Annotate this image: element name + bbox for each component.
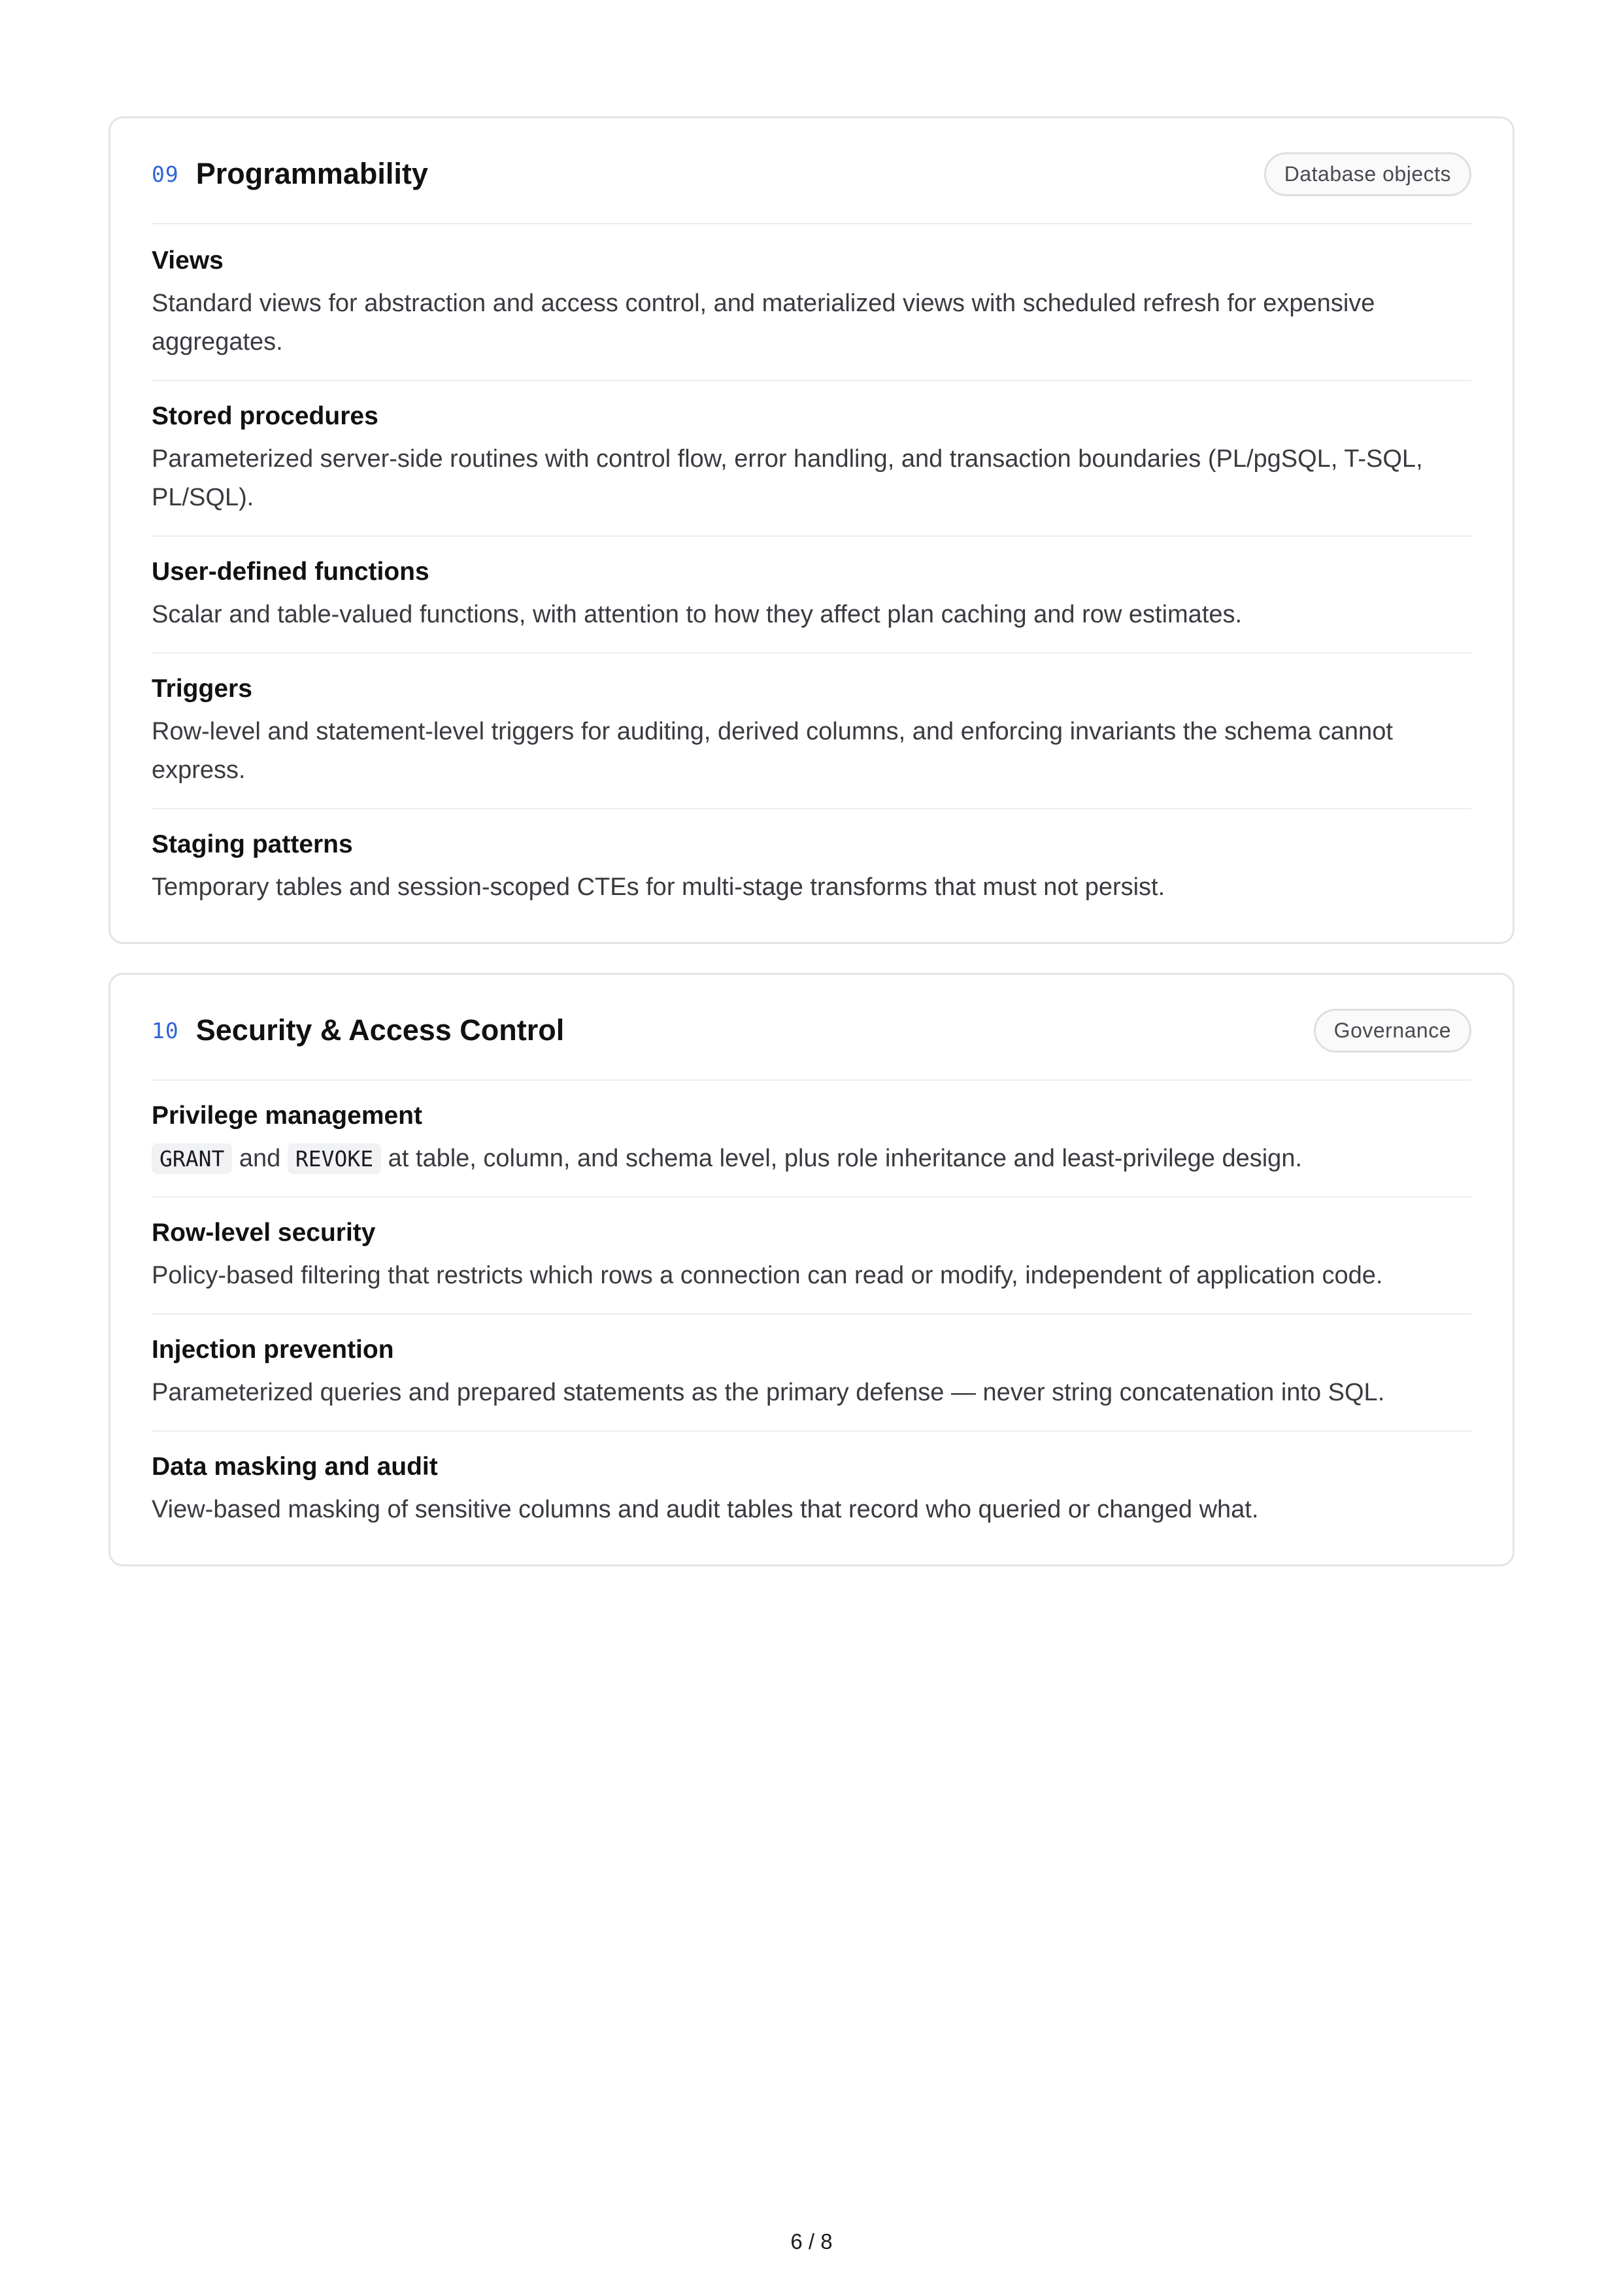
item-title: Injection prevention <box>152 1336 394 1364</box>
list-item <box>152 809 1471 925</box>
section-heading <box>152 157 428 191</box>
list-item <box>152 1432 1471 1547</box>
list-item <box>152 1198 1471 1315</box>
section-number: 10 <box>152 1017 179 1043</box>
section-number: 09 <box>152 161 179 187</box>
list-item <box>152 224 1471 381</box>
item-title: Stored procedures <box>152 402 378 430</box>
section-header <box>152 975 1471 1081</box>
list-item <box>152 537 1471 654</box>
item-title: Privilege management <box>152 1102 422 1130</box>
section-badge: Database objects <box>1264 152 1471 196</box>
item-title: Data masking and audit <box>152 1453 438 1481</box>
item-title: Triggers <box>152 675 252 703</box>
item-title: Staging patterns <box>152 830 353 858</box>
page-number: 6 / 8 <box>790 2229 833 2254</box>
item-description-mid: and <box>232 1145 288 1172</box>
section-title: Programmability <box>195 157 428 190</box>
list-item <box>152 654 1471 809</box>
item-description: Row-level and statement-level triggers for auditing, derived columns, and enforcing invariants the schema cannot express. <box>152 718 1393 784</box>
item-description: Scalar and table-valued functions, with attention to how they affect plan caching and row estimates. <box>152 601 1243 628</box>
item-description: View-based masking of sensitive columns and audit tables that record who queried or changed what. <box>152 1496 1259 1523</box>
item-description: Parameterized queries and prepared statements as the primary defense — never string concatenation into SQL. <box>152 1379 1385 1406</box>
item-title: Row-level security <box>152 1219 376 1247</box>
item-description: Policy-based filtering that restricts which rows a connection can read or modify, independent of application code. <box>152 1262 1383 1289</box>
code-grant: GRANT <box>152 1143 232 1174</box>
item-description: Temporary tables and session-scoped CTEs for multi-stage transforms that must not persist. <box>152 873 1165 901</box>
item-description: Standard views for abstraction and access control, and materialized views with scheduled refresh for expensive aggregates. <box>152 290 1375 356</box>
section-header <box>152 118 1471 224</box>
list-item <box>152 1081 1471 1198</box>
item-title: User-defined functions <box>152 558 429 586</box>
section-title: Security & Access Control <box>195 1013 565 1047</box>
section-card-security <box>109 973 1514 1566</box>
item-description: Parameterized server-side routines with control flow, error handling, and transaction boundaries (PL/pgSQL, T-SQL, PL/SQL). <box>152 445 1423 511</box>
section-badge: Governance <box>1314 1009 1471 1053</box>
item-description-rest: at table, column, and schema level, plus role inheritance and least-privilege design. <box>381 1145 1303 1172</box>
item-description <box>152 1140 1471 1178</box>
item-title: Views <box>152 246 224 275</box>
section-card-programmability <box>109 116 1514 944</box>
list-item <box>152 381 1471 537</box>
list-item <box>152 1315 1471 1432</box>
code-revoke: REVOKE <box>288 1143 381 1174</box>
section-heading <box>152 1013 564 1047</box>
